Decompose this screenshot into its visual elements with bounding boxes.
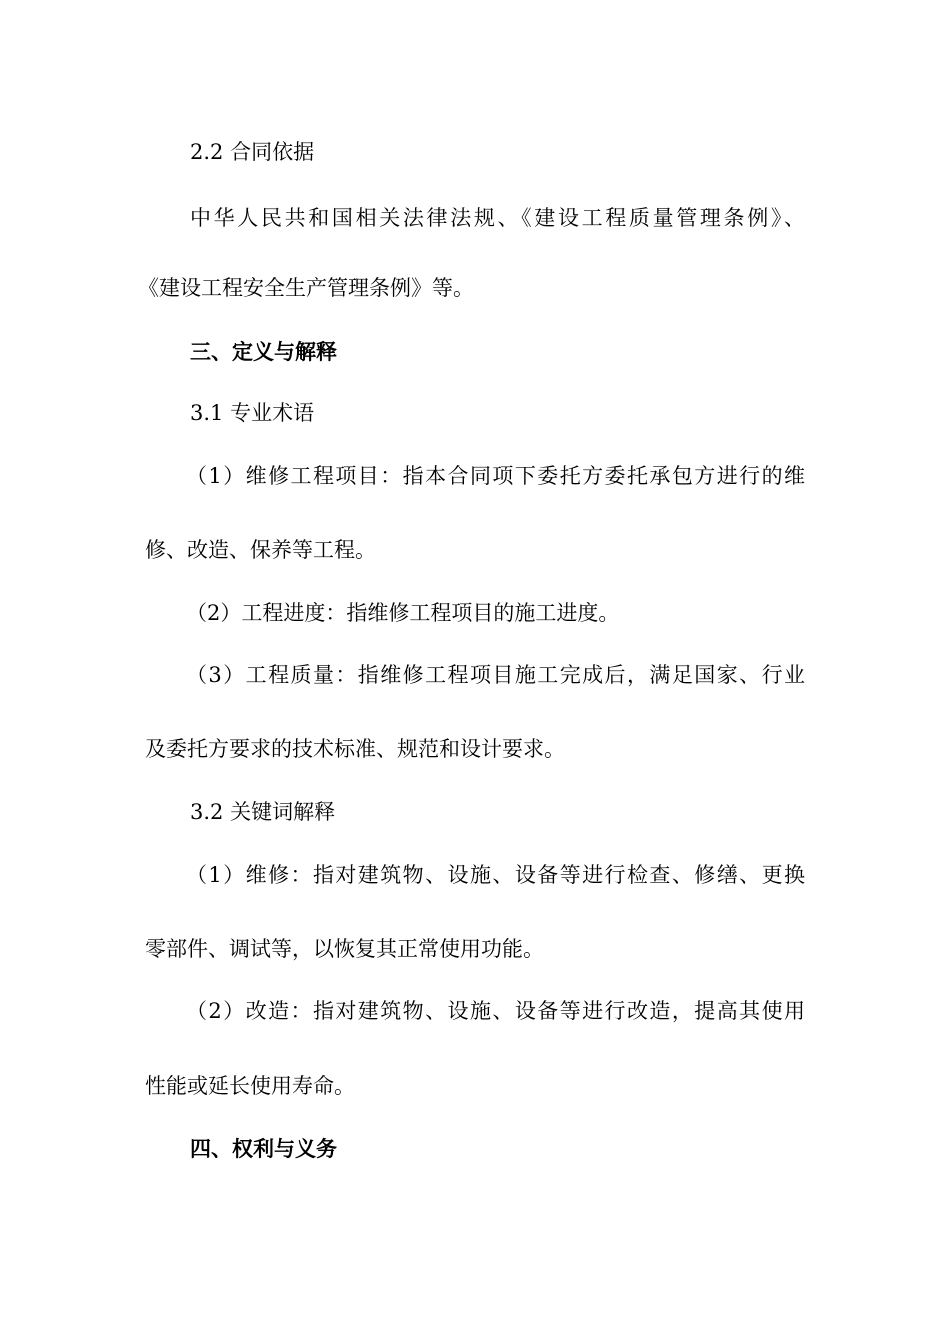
section-heading-2-2: 2.2 合同依据 [190, 140, 315, 164]
paragraph-line: （2）改造：指对建筑物、设施、设备等进行改造，提高其使用 [186, 999, 805, 1023]
paragraph-line: （2）工程进度：指维修工程项目的施工进度。 [186, 601, 620, 625]
paragraph-line: （1）维修工程项目：指本合同项下委托方委托承包方进行的维 [186, 464, 805, 488]
paragraph-line: 《建设工程安全生产管理条例》等。 [138, 276, 474, 300]
paragraph-line: （1）维修：指对建筑物、设施、设备等进行检查、修缮、更换 [186, 863, 805, 887]
paragraph-line: （3）工程质量：指维修工程项目施工完成后，满足国家、行业 [186, 663, 805, 687]
paragraph-line: 零部件、调试等，以恢复其正常使用功能。 [145, 937, 544, 961]
paragraph-line: 修、改造、保养等工程。 [145, 538, 376, 562]
paragraph-line: 性能或延长使用寿命。 [145, 1074, 355, 1098]
paragraph-line: 及委托方要求的技术标准、规范和设计要求。 [145, 737, 565, 761]
paragraph-line: 中华人民共和国相关法律法规、《建设工程质量管理条例》、 [190, 206, 805, 230]
section-heading-3-1: 3.1 专业术语 [190, 401, 315, 425]
chapter-heading-4: 四、权利与义务 [190, 1137, 337, 1161]
chapter-heading-3: 三、定义与解释 [190, 340, 337, 364]
section-heading-3-2: 3.2 关键词解释 [190, 800, 336, 824]
